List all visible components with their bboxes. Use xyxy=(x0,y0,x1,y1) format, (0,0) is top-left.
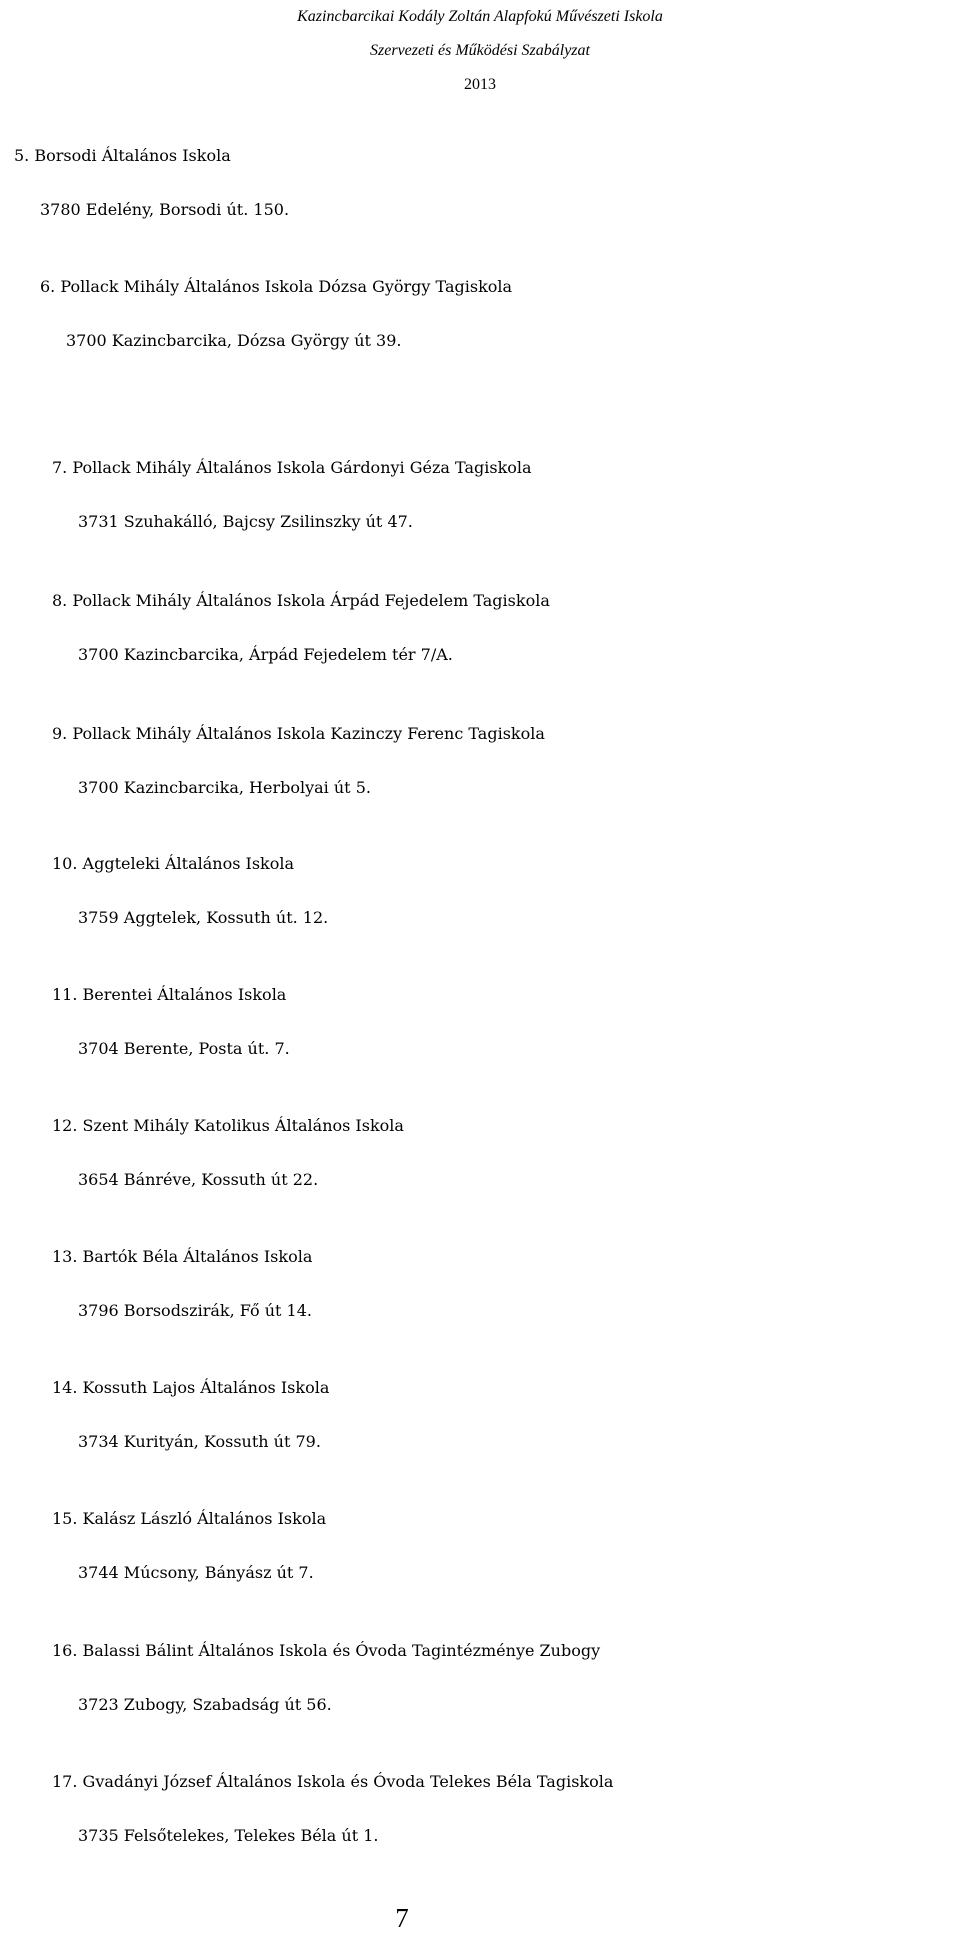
entry-school-name: Kalász László Általános Iskola xyxy=(82,1509,327,1528)
entry-number: 10. xyxy=(52,854,78,873)
school-entry xyxy=(0,848,960,934)
entry-address: 3731 Szuhakálló, Bajcsy Zsilinszky út 47. xyxy=(78,512,413,531)
school-entry xyxy=(0,1766,960,1852)
entry-number: 16. xyxy=(52,1641,78,1660)
entry-number: 11. xyxy=(52,985,78,1004)
entry-school-name: Bartók Béla Általános Iskola xyxy=(82,1247,313,1266)
header-year: 2013 xyxy=(464,76,496,93)
entry-school-name: Pollack Mihály Általános Iskola Árpád Fejedelem Tagiskola xyxy=(72,591,550,610)
entry-address: 3735 Felsőtelekes, Telekes Béla út 1. xyxy=(78,1826,379,1845)
school-entry xyxy=(0,1372,960,1458)
school-entry xyxy=(0,271,960,357)
school-entry xyxy=(0,585,960,671)
entry-number: 14. xyxy=(52,1378,78,1397)
school-entry xyxy=(0,718,960,804)
entry-address: 3700 Kazincbarcika, Herbolyai út 5. xyxy=(78,778,371,797)
entry-school-name: Szent Mihály Katolikus Általános Iskola xyxy=(82,1116,404,1135)
entry-number: 6. xyxy=(40,277,56,296)
entry-address: 3700 Kazincbarcika, Dózsa György út 39. xyxy=(66,331,402,350)
entry-school-name: Pollack Mihály Általános Iskola Kazinczy Ferenc Tagiskola xyxy=(72,724,545,743)
entry-address: 3796 Borsodszirák, Fő út 14. xyxy=(78,1301,312,1320)
entry-number: 12. xyxy=(52,1116,78,1135)
entry-address: 3700 Kazincbarcika, Árpád Fejedelem tér 7/A. xyxy=(78,645,453,664)
entry-number: 9. xyxy=(52,724,68,743)
entry-number: 17. xyxy=(52,1772,78,1791)
header-document-title: Szervezeti és Működési Szabályzat xyxy=(370,42,590,59)
entry-school-name: Pollack Mihály Általános Iskola Dózsa György Tagiskola xyxy=(60,277,513,296)
entry-address: 3654 Bánréve, Kossuth út 22. xyxy=(78,1170,319,1189)
school-entry xyxy=(0,979,960,1065)
header-school-name: Kazincbarcikai Kodály Zoltán Alapfokú Művészeti Iskola xyxy=(297,8,663,25)
entry-address: 3759 Aggtelek, Kossuth út. 12. xyxy=(78,908,329,927)
school-entry xyxy=(0,1503,960,1589)
entry-number: 7. xyxy=(52,458,68,477)
entry-school-name: Gvadányi József Általános Iskola és Óvoda Telekes Béla Tagiskola xyxy=(82,1772,614,1791)
entry-address: 3744 Múcsony, Bányász út 7. xyxy=(78,1563,314,1582)
entry-school-name: Berentei Általános Iskola xyxy=(82,985,287,1004)
entry-school-name: Pollack Mihály Általános Iskola Gárdonyi Géza Tagiskola xyxy=(72,458,532,477)
entry-address: 3780 Edelény, Borsodi út. 150. xyxy=(40,200,290,219)
entry-school-name: Aggteleki Általános Iskola xyxy=(82,854,295,873)
school-entry xyxy=(0,140,960,226)
school-entry xyxy=(0,452,960,538)
entry-school-name: Borsodi Általános Iskola xyxy=(34,146,231,165)
entry-number: 5. xyxy=(14,146,30,165)
entry-address: 3734 Kurityán, Kossuth út 79. xyxy=(78,1432,321,1451)
entry-number: 8. xyxy=(52,591,68,610)
page-number: 7 xyxy=(395,1903,409,1933)
entry-address: 3723 Zubogy, Szabadság út 56. xyxy=(78,1695,332,1714)
school-entry xyxy=(0,1110,960,1196)
document-header xyxy=(0,0,960,102)
entry-number: 15. xyxy=(52,1509,78,1528)
entry-school-name: Balassi Bálint Általános Iskola és Óvoda Tagintézménye Zubogy xyxy=(82,1641,601,1660)
entry-number: 13. xyxy=(52,1247,78,1266)
school-entry xyxy=(0,1241,960,1327)
school-entry xyxy=(0,1635,960,1721)
entry-school-name: Kossuth Lajos Általános Iskola xyxy=(82,1378,330,1397)
entry-address: 3704 Berente, Posta út. 7. xyxy=(78,1039,290,1058)
